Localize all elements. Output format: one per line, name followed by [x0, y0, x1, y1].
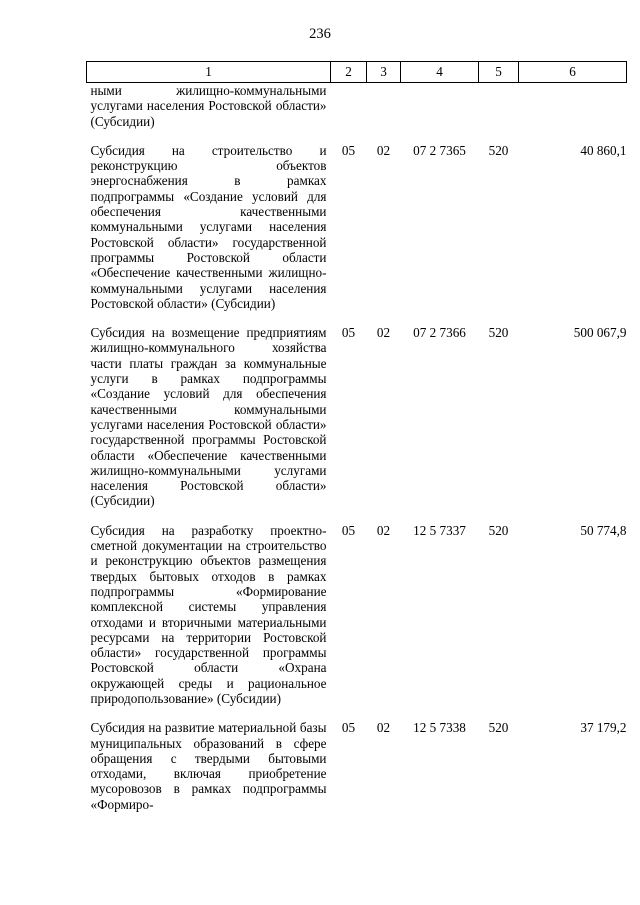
row-subsection: 02 [376, 522, 391, 538]
row-section: 05 [341, 522, 356, 538]
table-row [87, 129, 627, 311]
page-number: 236 [309, 26, 331, 42]
row-section: 05 [341, 325, 356, 341]
row-subsection: 02 [376, 142, 391, 158]
table-header-row [87, 62, 627, 83]
row-expense-type [479, 83, 519, 129]
row-target-article: 07 2 7366 [413, 325, 466, 341]
table-row [87, 706, 627, 812]
row-amount: 50 774,8 [580, 522, 627, 538]
row-section [331, 83, 367, 129]
budget-table [86, 61, 627, 812]
row-target-article: 07 2 7365 [413, 142, 466, 158]
table-row [87, 509, 627, 707]
row-expense-type: 520 [488, 522, 509, 538]
row-target-article [401, 83, 479, 129]
table-row [87, 311, 627, 509]
row-target-article: 12 5 7338 [413, 720, 466, 736]
row-expense-type: 520 [488, 720, 509, 736]
row-subsection: 02 [376, 720, 391, 736]
row-subsection: 02 [376, 325, 391, 341]
row-amount: 500 067,9 [573, 325, 627, 341]
row-section: 05 [341, 142, 356, 158]
header-col-4: 4 [401, 62, 479, 83]
row-amount: 40 860,1 [580, 142, 627, 158]
header-col-2: 2 [331, 62, 367, 83]
header-col-1: 1 [87, 62, 331, 83]
row-subsection [367, 83, 401, 129]
row-section: 05 [341, 720, 356, 736]
row-description: Субсидия на развитие материальной базы муниципальных образований в сфере обращения с твердыми бытовыми отходами, включая приобретение мусоровозов в рамках подпрограммы «Формиро- [90, 720, 327, 812]
header-col-6: 6 [519, 62, 627, 83]
row-amount: 37 179,2 [580, 720, 627, 736]
row-amount [519, 83, 627, 129]
row-description: Субсидия на разработку проектно-сметной документации на строительство и реконструкцию объектов размещения твердых бытовых отходов в рамках подпрограммы «Формирование комплексной системы управления отходами и вторичными материальными ресурсами на территории Ростовской области» государственной программы Ростовской области «Охрана окружающей среды и рациональное природопользование» (Субсидии) [90, 522, 327, 706]
header-col-3: 3 [367, 62, 401, 83]
row-target-article: 12 5 7337 [413, 522, 466, 538]
row-expense-type: 520 [488, 325, 509, 341]
table-row [87, 83, 627, 129]
row-expense-type: 520 [488, 142, 509, 158]
row-description: Субсидия на возмещение предприятиям жилищно-коммунального хозяйства части платы граждан за коммунальные услуги в рамках подпрограммы «Создание условий для обеспечения качественными коммунальными услугами населения Ростовской области» государственной программы Ростовской области «Обеспечение качественными жилищно-коммунальными услугами населения Ростовской области» (Субсидии) [90, 325, 327, 509]
header-col-5: 5 [479, 62, 519, 83]
row-description: Субсидия на строительство и реконструкцию объектов энергоснабжения в рамках подпрограммы «Создание условий для обеспечения качественными коммунальными услугами населения Ростовской области» государственной программы Ростовской области «Обеспечение качественными жилищно-коммунальными услугами населения Ростовской области» (Субсидии) [90, 142, 327, 311]
row-description: ными жилищно-коммунальными услугами населения Ростовской области» (Субсидии) [90, 83, 327, 129]
